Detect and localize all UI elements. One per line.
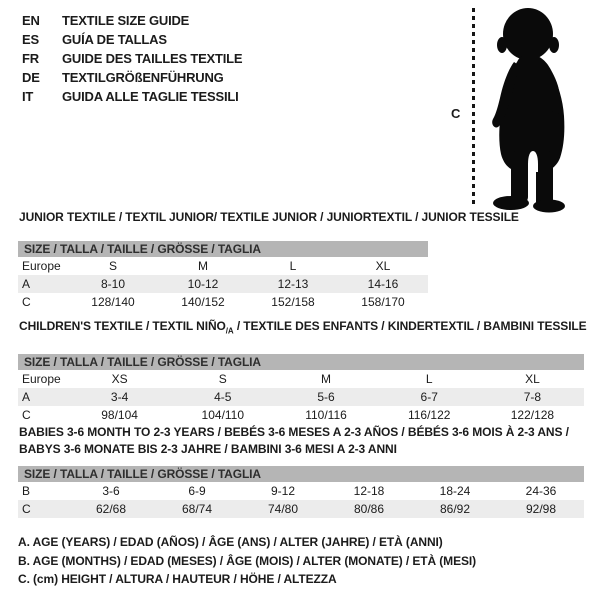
table-title-prefix: CHILDREN'S TEXTILE / TEXTIL NIÑO [19,319,226,333]
size-header-bar: SIZE / TALLA / TAILLE / GRÖSSE / TAGLIA [18,354,584,370]
height-cell: 74/80 [267,502,299,516]
size-header-bar: SIZE / TALLA / TAILLE / GRÖSSE / TAGLIA [18,466,584,482]
table-row-age [18,275,428,293]
height-cell: 104/110 [201,408,245,423]
table-title-subscript: /A [225,326,234,336]
size-cell: L [289,259,297,273]
row-label: Europe [22,372,61,387]
language-title: GUIDE DES TAILLES TEXTILE [62,51,243,66]
height-cell: 140/152 [181,295,225,309]
toddler-silhouette-image [478,6,586,214]
childrens-textile-table [18,319,587,424]
junior-textile-table [18,210,519,311]
size-cell: S [218,372,227,387]
language-row [22,30,242,49]
legend-footnotes [18,533,476,589]
height-cell: 110/116 [305,408,347,423]
footnote-b: B. AGE (MONTHS) / EDAD (MESES) / ÂGE (MOIS) / ALTER (MONATE) / ETÀ (MESI) [18,553,477,568]
height-cell: 98/104 [101,408,138,423]
language-title: GUIDA ALLE TAGLIE TESSILI [62,89,239,104]
row-label: C [22,408,31,423]
size-cell: XL [375,259,391,273]
age-cell: 8-10 [100,277,126,291]
size-header-bar: SIZE / TALLA / TAILLE / GRÖSSE / TAGLIA [18,241,428,257]
row-label: C [22,295,31,309]
size-cell: XS [111,372,128,387]
table-row-europe [18,257,428,275]
table-title: JUNIOR TEXTILE / TEXTIL JUNIOR/ TEXTILE JUNIOR / JUNIORTEXTIL / JUNIOR TESSILE [19,210,519,224]
age-cell: 18-24 [439,484,471,498]
age-cell: 6-9 [188,484,206,498]
age-cell: 12-18 [353,484,385,498]
language-code: EN [22,13,40,28]
row-label: A [22,277,31,291]
height-measure-dashed-line [472,8,475,206]
language-title-list [22,11,242,106]
age-cell: 12-13 [277,277,309,291]
table-row-age [18,388,584,406]
table-row-height [18,406,584,424]
table-row-age-months [18,482,584,500]
row-label: B [22,484,31,498]
language-title: TEXTILE SIZE GUIDE [62,13,190,28]
table-row-height [18,500,584,518]
size-cell: S [108,259,117,273]
language-code: ES [22,32,39,47]
age-cell: 24-36 [525,484,557,498]
table-title-line1: BABIES 3-6 MONTH TO 2-3 YEARS / BEBÉS 3-6 MESES A 2-3 AÑOS / BÉBÉS 3-6 MOIS À 2-3 ANS / [19,425,569,439]
babies-textile-table [18,424,584,518]
language-title: TEXTILGRÖßENFÜHRUNG [62,70,224,85]
height-cell: 122/128 [510,408,555,423]
size-cell: M [321,372,331,387]
language-row [22,49,242,68]
row-label: A [22,390,31,405]
age-cell: 7-8 [523,390,542,405]
age-cell: 4-5 [214,390,232,405]
language-row [22,87,242,106]
age-cell: 5-6 [317,390,335,405]
height-cell: 116/122 [407,408,451,423]
table-row-europe [18,370,584,388]
size-cell: L [425,372,433,387]
table-title-suffix: / TEXTILE DES ENFANTS / KINDERTEXTIL / BAMBINI TESSILE [233,319,587,333]
height-cell: 62/68 [95,502,127,516]
row-label: Europe [22,259,61,273]
height-cell: 158/170 [361,295,405,309]
language-title: GUÍA DE TALLAS [62,32,167,47]
height-cell: 128/140 [91,295,135,309]
footnote-a: A. AGE (YEARS) / EDAD (AÑOS) / ÂGE (ANS) / ALTER (JAHRE) / ETÀ (ANNI) [18,535,443,549]
height-cell: 86/92 [439,502,471,516]
age-cell: 10-12 [187,277,219,291]
table-title [19,319,587,338]
age-cell: 14-16 [367,277,399,291]
height-cell: 68/74 [181,502,213,516]
language-code: DE [22,70,40,85]
age-cell: 9-12 [270,484,296,498]
language-code: IT [22,89,34,104]
size-cell: M [198,259,208,273]
row-label: C [22,502,31,516]
table-row-height [18,293,428,311]
language-code: FR [22,51,39,66]
footnote-c: C. (cm) HEIGHT / ALTURA / HAUTEUR / HÖHE / ALTEZZA [18,572,337,586]
language-row [22,68,242,87]
size-cell: XL [525,372,540,387]
height-measure-label: C [451,106,461,121]
height-cell: 80/86 [353,502,385,516]
age-cell: 6-7 [420,390,438,405]
height-cell: 92/98 [525,502,557,516]
language-row [22,11,242,30]
table-title [19,424,584,458]
table-title-line2: BABYS 3-6 MONATE BIS 2-3 JAHRE / BAMBINI 3-6 MESI A 2-3 ANNI [19,442,397,456]
age-cell: 3-4 [110,390,129,405]
height-cell: 152/158 [271,295,315,309]
age-cell: 3-6 [102,484,120,498]
